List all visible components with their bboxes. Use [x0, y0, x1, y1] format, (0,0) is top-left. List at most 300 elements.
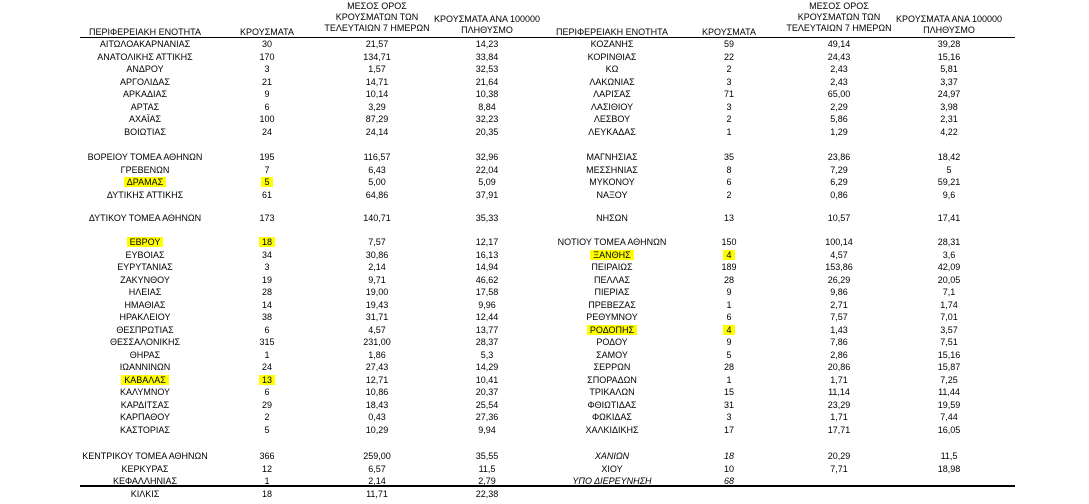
name-value: ΦΘΙΩΤΙΔΑΣ — [587, 399, 637, 410]
avg-value: 31,71 — [365, 312, 389, 322]
avg-value: 19,43 — [365, 299, 389, 310]
cell-per — [432, 451, 542, 462]
cell-per — [894, 89, 1004, 100]
name-value: ΑΝΑΤΟΛΙΚΗΣ ΑΤΤΙΚΗΣ — [97, 51, 193, 62]
per-value: 18,42 — [937, 152, 961, 162]
cell-per — [432, 213, 542, 224]
cell-name — [80, 412, 210, 423]
per-value: 17,58 — [475, 287, 499, 297]
cell-avg — [322, 127, 432, 138]
cell-name — [80, 300, 210, 311]
cell-name — [547, 177, 677, 188]
per-value: 17,41 — [937, 213, 961, 223]
cases-value: 28 — [723, 362, 734, 372]
cell-avg — [784, 400, 894, 411]
per-value: 14,94 — [475, 262, 499, 272]
avg-value: 2,71 — [830, 299, 848, 310]
cell-per — [432, 400, 542, 411]
avg-value: 20,86 — [827, 362, 851, 372]
cell-name — [547, 425, 677, 436]
cell-name — [547, 312, 677, 323]
avg-value: 100,14 — [825, 237, 853, 247]
avg-value: 65,00 — [827, 89, 851, 99]
per-value: 27,36 — [475, 412, 499, 422]
cell-name — [547, 350, 677, 361]
cases-value: 6 — [726, 177, 732, 187]
cases-value: 3 — [264, 262, 270, 272]
name-value: ΙΩΑΝΝΙΝΩΝ — [119, 362, 171, 372]
cell-per — [894, 39, 1004, 50]
cases-value: 28 — [723, 274, 734, 285]
cell-avg — [784, 325, 894, 336]
name-value: ΚΕΦΑΛΛΗΝΙΑΣ — [112, 476, 178, 486]
name-value: ΜΥΚΟΝΟΥ — [589, 177, 635, 187]
avg-value: 9,86 — [830, 287, 848, 297]
per-value: 22,04 — [475, 164, 499, 175]
cases-value: 13 — [259, 375, 275, 385]
name-value: ΑΙΤΩΛΟΑΚΑΡΝΑΝΙΑΣ — [99, 39, 191, 49]
cell-cases — [232, 177, 302, 188]
avg-value: 23,86 — [827, 152, 851, 162]
cases-value: 61 — [261, 189, 272, 200]
cell-cases — [694, 102, 764, 113]
cell-cases — [694, 412, 764, 423]
avg-value: 27,43 — [365, 362, 389, 372]
name-value: ΚΑΛΥΜΝΟΥ — [119, 387, 171, 397]
cell-name — [80, 489, 210, 500]
cell-avg — [322, 152, 432, 163]
cell-per — [894, 300, 1004, 311]
name-value: ΚΟΖΑΝΗΣ — [590, 39, 634, 49]
per-value: 28,37 — [475, 337, 499, 347]
cell-avg — [784, 190, 894, 201]
cell-avg — [322, 375, 432, 386]
cell-name — [80, 476, 210, 487]
cell-cases — [232, 39, 302, 50]
cell-cases — [694, 52, 764, 63]
cell-per — [432, 165, 542, 176]
cases-value: 150 — [721, 237, 737, 247]
cell-per — [432, 489, 542, 500]
cell-cases — [694, 375, 764, 386]
cases-value: 2 — [726, 114, 732, 124]
per-value: 3,57 — [940, 324, 958, 335]
cell-avg — [322, 312, 432, 323]
cell-cases — [232, 375, 302, 386]
cases-value: 3 — [726, 76, 732, 87]
per-value: 7,44 — [940, 412, 958, 422]
name-value: ΠΕΙΡΑΙΩΣ — [591, 262, 633, 272]
cell-per — [432, 350, 542, 361]
cases-value: 3 — [726, 101, 732, 112]
cell-avg — [784, 102, 894, 113]
name-value: ΕΥΡΥΤΑΝΙΑΣ — [117, 262, 173, 272]
name-value: ΡΕΘΥΜΝΟΥ — [586, 312, 638, 322]
cell-cases — [694, 39, 764, 50]
name-value: ΠΙΕΡΙΑΣ — [594, 287, 630, 297]
cell-cases — [694, 64, 764, 75]
cell-cases — [232, 425, 302, 436]
cell-name — [547, 52, 677, 63]
per-value: 32,96 — [475, 152, 499, 162]
cell-cases — [232, 262, 302, 273]
header-region-left: ΠΕΡΙΦΕΡΕΙΑΚΗ ΕΝΟΤΗΤΑ — [88, 27, 202, 37]
cell-name — [547, 89, 677, 100]
avg-value: 231,00 — [363, 337, 391, 347]
cell-cases — [232, 387, 302, 398]
name-value: ΝΗΣΩΝ — [596, 213, 628, 223]
name-value: ΕΥΒΟΙΑΣ — [125, 249, 165, 260]
cell-per — [432, 127, 542, 138]
cell-per — [894, 337, 1004, 348]
per-value: 28,31 — [937, 237, 961, 247]
cell-name — [547, 337, 677, 348]
cell-cases — [232, 400, 302, 411]
cell-cases — [694, 262, 764, 273]
avg-value: 10,29 — [365, 424, 389, 435]
cases-value: 13 — [723, 213, 734, 223]
cell-per — [432, 300, 542, 311]
avg-value: 134,71 — [363, 51, 391, 62]
name-value: ΔΥΤΙΚΗΣ ΑΤΤΙΚΗΣ — [106, 189, 184, 200]
cell-per — [894, 400, 1004, 411]
per-value: 16,05 — [937, 424, 961, 435]
cell-name — [547, 127, 677, 138]
per-value: 15,87 — [937, 362, 961, 372]
cell-avg — [784, 451, 894, 462]
cell-per — [894, 425, 1004, 436]
name-value: ΧΑΛΚΙΔΙΚΗΣ — [585, 424, 639, 435]
cell-cases — [232, 476, 302, 487]
avg-value: 116,57 — [363, 152, 391, 162]
cell-avg — [784, 300, 894, 311]
cell-cases — [232, 64, 302, 75]
cell-name — [547, 325, 677, 336]
cases-value: 34 — [261, 249, 272, 260]
cell-cases — [232, 287, 302, 298]
cell-per — [894, 287, 1004, 298]
cases-value: 9 — [726, 337, 732, 347]
cell-name — [80, 337, 210, 348]
cell-cases — [232, 412, 302, 423]
per-value: 16,13 — [475, 249, 499, 260]
cell-per — [894, 464, 1004, 475]
cell-avg — [322, 400, 432, 411]
cell-per — [894, 250, 1004, 261]
name-value: ΔΡΑΜΑΣ — [124, 177, 166, 187]
cases-value: 8 — [726, 164, 732, 175]
cases-value: 366 — [259, 451, 275, 461]
avg-value: 1,86 — [368, 349, 386, 360]
avg-value: 2,43 — [830, 76, 848, 87]
per-value: 20,35 — [475, 126, 499, 137]
cell-cases — [694, 300, 764, 311]
cell-cases — [232, 350, 302, 361]
cell-name — [80, 190, 210, 201]
name-value: ΚΑΒΑΛΑΣ — [121, 375, 169, 385]
cell-cases — [232, 464, 302, 475]
name-value: ΚΟΡΙΝΘΙΑΣ — [587, 51, 637, 62]
cases-value: 12 — [261, 463, 272, 474]
per-value: 8,84 — [478, 101, 496, 112]
avg-value: 1,71 — [830, 412, 848, 422]
avg-value: 20,29 — [827, 451, 851, 461]
per-value: 9,94 — [478, 424, 496, 435]
cell-avg — [784, 412, 894, 423]
cell-avg — [322, 425, 432, 436]
per-value: 3,37 — [940, 76, 958, 87]
avg-value: 6,43 — [368, 164, 386, 175]
cell-avg — [322, 114, 432, 125]
cell-avg — [322, 362, 432, 373]
cell-per — [894, 275, 1004, 286]
cell-cases — [694, 287, 764, 298]
per-value: 20,37 — [475, 387, 499, 397]
cell-cases — [694, 387, 764, 398]
name-value: ΣΕΡΡΩΝ — [593, 362, 631, 372]
cell-per — [432, 39, 542, 50]
per-value: 32,53 — [475, 64, 499, 74]
cases-value: 1 — [726, 126, 732, 137]
header-per100k-right: ΚΡΟΥΣΜΑΤΑ ΑΝΑ 100000 ΠΛΗΘΥΣΜΟ — [896, 14, 1002, 35]
cell-per — [432, 476, 542, 487]
cell-per — [894, 177, 1004, 188]
cases-value: 21 — [261, 76, 272, 87]
cell-avg — [322, 387, 432, 398]
cases-value: 30 — [261, 39, 272, 49]
cell-name — [80, 127, 210, 138]
cell-name — [80, 362, 210, 373]
avg-value: 30,86 — [365, 249, 389, 260]
cell-cases — [694, 250, 764, 261]
per-value: 5,09 — [478, 177, 496, 187]
avg-value: 21,57 — [365, 39, 389, 49]
name-value: ΠΕΛΛΑΣ — [593, 274, 631, 285]
cell-per — [432, 387, 542, 398]
cases-value: 22 — [723, 51, 734, 62]
cell-avg — [322, 177, 432, 188]
header-avg-right: ΜΕΣΟΣ ΟΡΟΣ ΚΡΟΥΣΜΑΤΩΝ ΤΩΝ ΤΕΛΕΥΤΑΙΩΝ 7 ΗΜΕΡΩΝ — [786, 1, 892, 33]
cell-name — [80, 287, 210, 298]
name-value: ΑΡΤΑΣ — [130, 101, 160, 112]
name-value: ΣΠΟΡΑΔΩΝ — [587, 374, 637, 385]
cell-avg — [322, 190, 432, 201]
cell-avg — [784, 337, 894, 348]
per-value: 39,28 — [937, 39, 961, 49]
name-value: ΘΗΡΑΣ — [129, 349, 161, 360]
avg-value: 23,29 — [827, 399, 851, 410]
cell-avg — [784, 52, 894, 63]
cell-per — [894, 52, 1004, 63]
cell-per — [894, 451, 1004, 462]
avg-value: 64,86 — [365, 189, 389, 200]
cell-per — [894, 350, 1004, 361]
avg-value: 1,43 — [830, 324, 848, 335]
cell-avg — [784, 262, 894, 273]
cases-value: 28 — [261, 287, 272, 297]
cell-cases — [232, 489, 302, 500]
cell-avg — [322, 489, 432, 500]
cell-name — [80, 64, 210, 75]
name-value: ΘΕΣΣΑΛΟΝΙΚΗΣ — [109, 337, 181, 347]
per-value: 2,31 — [940, 114, 958, 124]
avg-value: 1,71 — [830, 374, 848, 385]
cell-avg — [322, 337, 432, 348]
name-value: ΕΒΡΟΥ — [127, 237, 164, 247]
cell-per — [432, 275, 542, 286]
cell-per — [432, 114, 542, 125]
per-value: 20,05 — [937, 274, 961, 285]
cell-name — [80, 213, 210, 224]
cell-cases — [232, 337, 302, 348]
name-value: ΝΟΤΙΟΥ ΤΟΜΕΑ ΑΘΗΝΩΝ — [557, 237, 667, 247]
cell-cases — [232, 89, 302, 100]
cell-cases — [694, 337, 764, 348]
cell-per — [894, 412, 1004, 423]
cell-name — [547, 213, 677, 224]
header-cases-left: ΚΡΟΥΣΜΑΤΑ — [240, 27, 294, 37]
cell-cases — [232, 237, 302, 248]
per-value: 11,5 — [478, 463, 496, 474]
avg-value: 11,71 — [366, 488, 388, 499]
avg-value: 0,43 — [368, 412, 386, 422]
avg-value: 2,14 — [368, 476, 386, 486]
cell-per — [432, 177, 542, 188]
header-per100k-left: ΚΡΟΥΣΜΑΤΑ ΑΝΑ 100000 ΠΛΗΘΥΣΜΟ — [434, 14, 540, 35]
cell-per — [894, 127, 1004, 138]
per-value: 9,96 — [478, 299, 496, 310]
cell-cases — [694, 362, 764, 373]
cases-value: 9 — [264, 89, 270, 99]
avg-value: 5,86 — [830, 114, 848, 124]
per-value: 3,6 — [942, 249, 956, 260]
per-value: 11,5 — [940, 451, 958, 461]
cell-avg — [784, 64, 894, 75]
avg-value: 3,29 — [368, 101, 386, 112]
name-value: ΠΡΕΒΕΖΑΣ — [588, 299, 636, 310]
cell-avg — [322, 451, 432, 462]
cell-avg — [784, 77, 894, 88]
cases-value: 5 — [726, 349, 732, 360]
cell-name — [547, 250, 677, 261]
name-value: ΛΑΣΙΘΙΟΥ — [590, 101, 634, 112]
header-avg-left: ΜΕΣΟΣ ΟΡΟΣ ΚΡΟΥΣΜΑΤΩΝ ΤΩΝ ΤΕΛΕΥΤΑΙΩΝ 7 ΗΜΕΡΩΝ — [324, 1, 430, 33]
cell-cases — [694, 400, 764, 411]
cases-value: 189 — [721, 262, 737, 272]
avg-value: 7,57 — [830, 312, 848, 322]
cell-name — [547, 451, 677, 462]
per-value: 7,51 — [940, 337, 958, 347]
cell-name — [547, 39, 677, 50]
name-value: ΛΕΥΚΑΔΑΣ — [588, 126, 636, 137]
avg-value: 2,43 — [830, 64, 848, 74]
cell-avg — [322, 325, 432, 336]
name-value: ΚΕΡΚΥΡΑΣ — [121, 463, 169, 474]
name-value: ΛΑΚΩΝΙΑΣ — [589, 76, 635, 87]
cell-per — [894, 152, 1004, 163]
per-value: 15,16 — [937, 349, 961, 360]
cases-value: 3 — [264, 64, 270, 74]
cell-name — [547, 190, 677, 201]
avg-value: 0,86 — [830, 189, 848, 200]
cell-avg — [322, 52, 432, 63]
cases-value: 3 — [726, 412, 732, 422]
cell-per — [894, 325, 1004, 336]
avg-value: 2,14 — [368, 262, 386, 272]
cell-cases — [694, 89, 764, 100]
name-value: ΤΡΙΚΑΛΩΝ — [589, 387, 635, 397]
cell-name — [80, 275, 210, 286]
avg-value: 18,43 — [365, 399, 389, 410]
avg-value: 10,14 — [365, 89, 389, 99]
cases-value: 29 — [261, 399, 272, 410]
avg-value: 10,86 — [365, 387, 389, 397]
name-value: ΚΩ — [605, 64, 619, 74]
cell-avg — [784, 89, 894, 100]
per-value: 3,98 — [940, 101, 958, 112]
cell-cases — [232, 362, 302, 373]
avg-value: 9,71 — [368, 274, 386, 285]
cell-name — [547, 300, 677, 311]
cell-cases — [694, 177, 764, 188]
cell-per — [432, 77, 542, 88]
per-value: 33,84 — [475, 51, 499, 62]
cases-value: 15 — [723, 387, 734, 397]
name-value: ΚΙΛΚΙΣ — [130, 488, 160, 499]
cell-cases — [694, 275, 764, 286]
avg-value: 6,57 — [368, 463, 386, 474]
avg-value: 140,71 — [363, 213, 391, 223]
cell-avg — [784, 275, 894, 286]
name-value: ΥΠΟ ΔΙΕΡΕΥΝΗΣΗ — [572, 476, 652, 486]
per-value: 5 — [946, 164, 952, 175]
cell-avg — [322, 64, 432, 75]
header-rule — [80, 37, 1015, 38]
per-value: 24,97 — [937, 89, 961, 99]
cell-per — [894, 114, 1004, 125]
cases-value: 6 — [264, 387, 270, 397]
per-value: 35,55 — [475, 451, 499, 461]
avg-value: 14,71 — [365, 76, 389, 87]
cell-name — [80, 262, 210, 273]
cell-cases — [694, 464, 764, 475]
per-value: 25,54 — [475, 399, 499, 410]
avg-value: 17,71 — [827, 424, 851, 435]
name-value: ΗΡΑΚΛΕΙΟΥ — [119, 312, 171, 322]
cell-per — [432, 102, 542, 113]
per-value: 14,29 — [475, 362, 499, 372]
cell-cases — [232, 213, 302, 224]
cell-name — [547, 77, 677, 88]
cell-cases — [232, 300, 302, 311]
cell-name — [547, 275, 677, 286]
cases-value: 6 — [726, 312, 732, 322]
name-value: ΧΑΝΙΩΝ — [594, 451, 630, 461]
cell-name — [547, 237, 677, 248]
cell-avg — [322, 213, 432, 224]
cell-name — [547, 476, 677, 487]
cell-per — [894, 165, 1004, 176]
name-value: ΜΕΣΣΗΝΙΑΣ — [586, 164, 638, 175]
cases-value: 68 — [723, 476, 734, 486]
cell-name — [547, 464, 677, 475]
cell-name — [80, 39, 210, 50]
cell-per — [432, 375, 542, 386]
avg-value: 7,57 — [368, 237, 386, 247]
cell-per — [432, 237, 542, 248]
cell-avg — [784, 350, 894, 361]
name-value: ΡΟΔΟΥ — [596, 337, 628, 347]
